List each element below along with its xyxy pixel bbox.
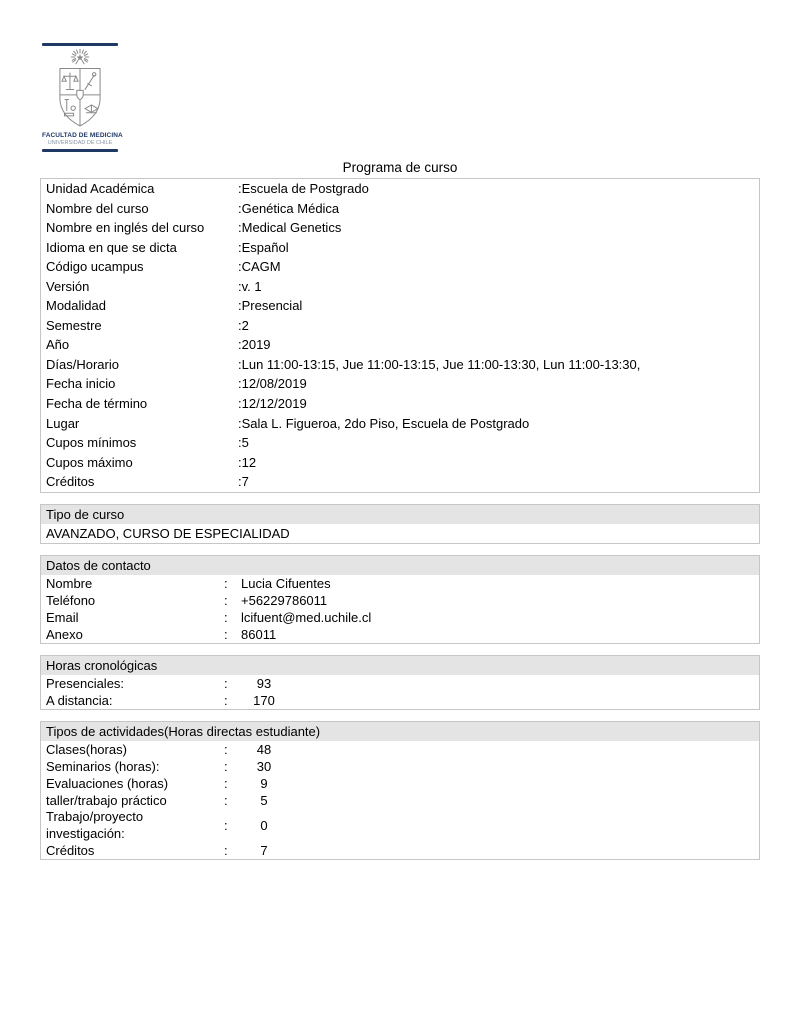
row-value: :Medical Genetics bbox=[238, 220, 342, 236]
row-label: Código ucampus bbox=[46, 259, 144, 275]
table-row bbox=[41, 296, 759, 316]
row-value: :Escuela de Postgrado bbox=[238, 181, 369, 196]
logo-bottom-bar bbox=[42, 149, 118, 152]
row-separator: : bbox=[224, 593, 228, 609]
table-row bbox=[41, 609, 759, 626]
course-info-table bbox=[40, 178, 760, 493]
table-row bbox=[41, 626, 759, 643]
row-value: :v. 1 bbox=[238, 278, 262, 294]
section-header-horas-cronologicas: Horas cronológicas bbox=[41, 656, 759, 675]
row-value: +56229786011 bbox=[241, 593, 328, 609]
section-header-datos-contacto: Datos de contacto bbox=[41, 556, 759, 575]
row-label: Nombre bbox=[46, 575, 93, 591]
row-label: Fecha inicio bbox=[46, 376, 116, 392]
table-row bbox=[41, 775, 759, 792]
row-value: 9 bbox=[260, 776, 268, 792]
table-row bbox=[41, 692, 759, 709]
table-row bbox=[41, 842, 759, 859]
row-separator: : bbox=[224, 676, 228, 692]
table-row bbox=[41, 355, 759, 375]
row-label: Cupos máximo bbox=[46, 454, 133, 470]
row-label: Anexo bbox=[46, 626, 83, 642]
tipos-actividades-table bbox=[40, 721, 760, 860]
row-label: Nombre del curso bbox=[46, 200, 149, 216]
datos-contacto-rows bbox=[41, 575, 759, 643]
table-row bbox=[41, 592, 759, 609]
row-label: Nombre en inglés del curso bbox=[46, 220, 205, 236]
row-separator: : bbox=[224, 742, 228, 758]
row-value: :CAGM bbox=[238, 259, 281, 275]
logo-top-bar bbox=[42, 43, 118, 46]
table-row bbox=[41, 394, 759, 414]
university-crest-icon bbox=[48, 47, 112, 131]
table-row bbox=[41, 316, 759, 336]
horas-cronologicas-table bbox=[40, 655, 760, 710]
row-value: 48 bbox=[256, 742, 272, 758]
section-header-tipo-de-curso: Tipo de curso bbox=[41, 505, 759, 524]
table-row bbox=[41, 472, 759, 492]
row-label: Modalidad bbox=[46, 298, 106, 314]
row-value: 170 bbox=[253, 693, 275, 709]
row-value: 5 bbox=[260, 793, 268, 809]
table-row bbox=[41, 199, 759, 219]
row-value: 7 bbox=[260, 843, 268, 859]
row-separator: : bbox=[224, 610, 228, 626]
row-label: Cupos mínimos bbox=[46, 435, 137, 451]
table-row bbox=[41, 179, 759, 199]
row-label: Créditos bbox=[46, 842, 95, 858]
row-value: :7 bbox=[238, 474, 249, 490]
row-value: :12/12/2019 bbox=[238, 396, 307, 412]
row-label: Email bbox=[46, 609, 79, 625]
row-label: Evaluaciones (horas) bbox=[46, 775, 169, 791]
row-value: :12 bbox=[238, 454, 257, 470]
table-row bbox=[41, 741, 759, 758]
row-value: :5 bbox=[238, 435, 249, 451]
table-row bbox=[41, 792, 759, 809]
row-value: :12/08/2019 bbox=[238, 376, 307, 392]
table-row bbox=[41, 374, 759, 394]
row-value: :Español bbox=[238, 239, 289, 255]
table-row bbox=[41, 257, 759, 277]
tipos-actividades-rows bbox=[41, 741, 759, 859]
row-value: lcifuent@med.uchile.cl bbox=[241, 610, 372, 626]
table-row bbox=[41, 277, 759, 297]
row-label: Idioma en que se dicta bbox=[46, 239, 177, 255]
horas-cronologicas-rows bbox=[41, 675, 759, 709]
row-label: Teléfono bbox=[46, 592, 96, 608]
row-separator: : bbox=[224, 843, 228, 859]
section-header-tipos-actividades: Tipos de actividades(Horas directas estudiante) bbox=[41, 722, 759, 741]
tipo-de-curso-value: AVANZADO, CURSO DE ESPECIALIDAD bbox=[46, 525, 290, 541]
row-label: Lugar bbox=[46, 415, 80, 431]
row-separator: : bbox=[224, 693, 228, 709]
row-label: Año bbox=[46, 337, 70, 353]
table-row bbox=[41, 335, 759, 355]
row-separator: : bbox=[224, 818, 228, 834]
row-label: Presenciales: bbox=[46, 675, 125, 691]
page-title: Programa de curso bbox=[342, 160, 458, 175]
row-label: Versión bbox=[46, 278, 90, 294]
table-row bbox=[41, 575, 759, 592]
row-value: :2019 bbox=[238, 337, 271, 353]
row-separator: : bbox=[224, 627, 228, 643]
table-row bbox=[41, 414, 759, 434]
table-row bbox=[41, 433, 759, 453]
row-value: :Lun 11:00-13:15, Jue 11:00-13:15, Jue 11:00-13:30, Lun 11:00-13:30, bbox=[238, 356, 641, 372]
logo-faculty-name: FACULTAD DE MEDICINA bbox=[42, 132, 123, 139]
row-value: :Sala L. Figueroa, 2do Piso, Escuela de Postgrado bbox=[238, 415, 530, 431]
table-row bbox=[41, 675, 759, 692]
datos-contacto-table bbox=[40, 555, 760, 644]
row-value: :2 bbox=[238, 317, 249, 333]
row-separator: : bbox=[224, 793, 228, 809]
row-value: :Presencial bbox=[238, 298, 303, 314]
row-separator: : bbox=[224, 759, 228, 775]
row-value: Lucia Cifuentes bbox=[241, 576, 331, 592]
row-label: Seminarios (horas): bbox=[46, 758, 160, 774]
row-value: 0 bbox=[260, 818, 268, 834]
row-label: Créditos bbox=[46, 474, 95, 490]
row-label: Unidad Académica bbox=[46, 181, 155, 196]
table-row bbox=[41, 453, 759, 473]
table-row bbox=[41, 758, 759, 775]
row-label: Clases(horas) bbox=[46, 741, 127, 757]
table-row bbox=[41, 238, 759, 258]
table-row bbox=[41, 809, 759, 842]
table-row bbox=[41, 218, 759, 238]
row-value: 93 bbox=[256, 676, 272, 692]
row-value: :Genética Médica bbox=[238, 200, 340, 216]
row-value: 30 bbox=[256, 759, 272, 775]
row-label: Días/Horario bbox=[46, 356, 119, 372]
logo-university-name: UNIVERSIDAD DE CHILE bbox=[47, 140, 113, 146]
row-label: Semestre bbox=[46, 317, 102, 333]
tipo-de-curso-table bbox=[40, 504, 760, 545]
row-value: 86011 bbox=[241, 627, 277, 643]
row-label: Fecha de término bbox=[46, 396, 148, 412]
row-label: taller/trabajo práctico bbox=[46, 792, 167, 808]
row-separator: : bbox=[224, 576, 228, 592]
logo bbox=[42, 43, 123, 152]
row-label: Trabajo/proyecto investigación: bbox=[46, 809, 144, 841]
row-separator: : bbox=[224, 776, 228, 792]
row-label: A distancia: bbox=[46, 692, 113, 708]
